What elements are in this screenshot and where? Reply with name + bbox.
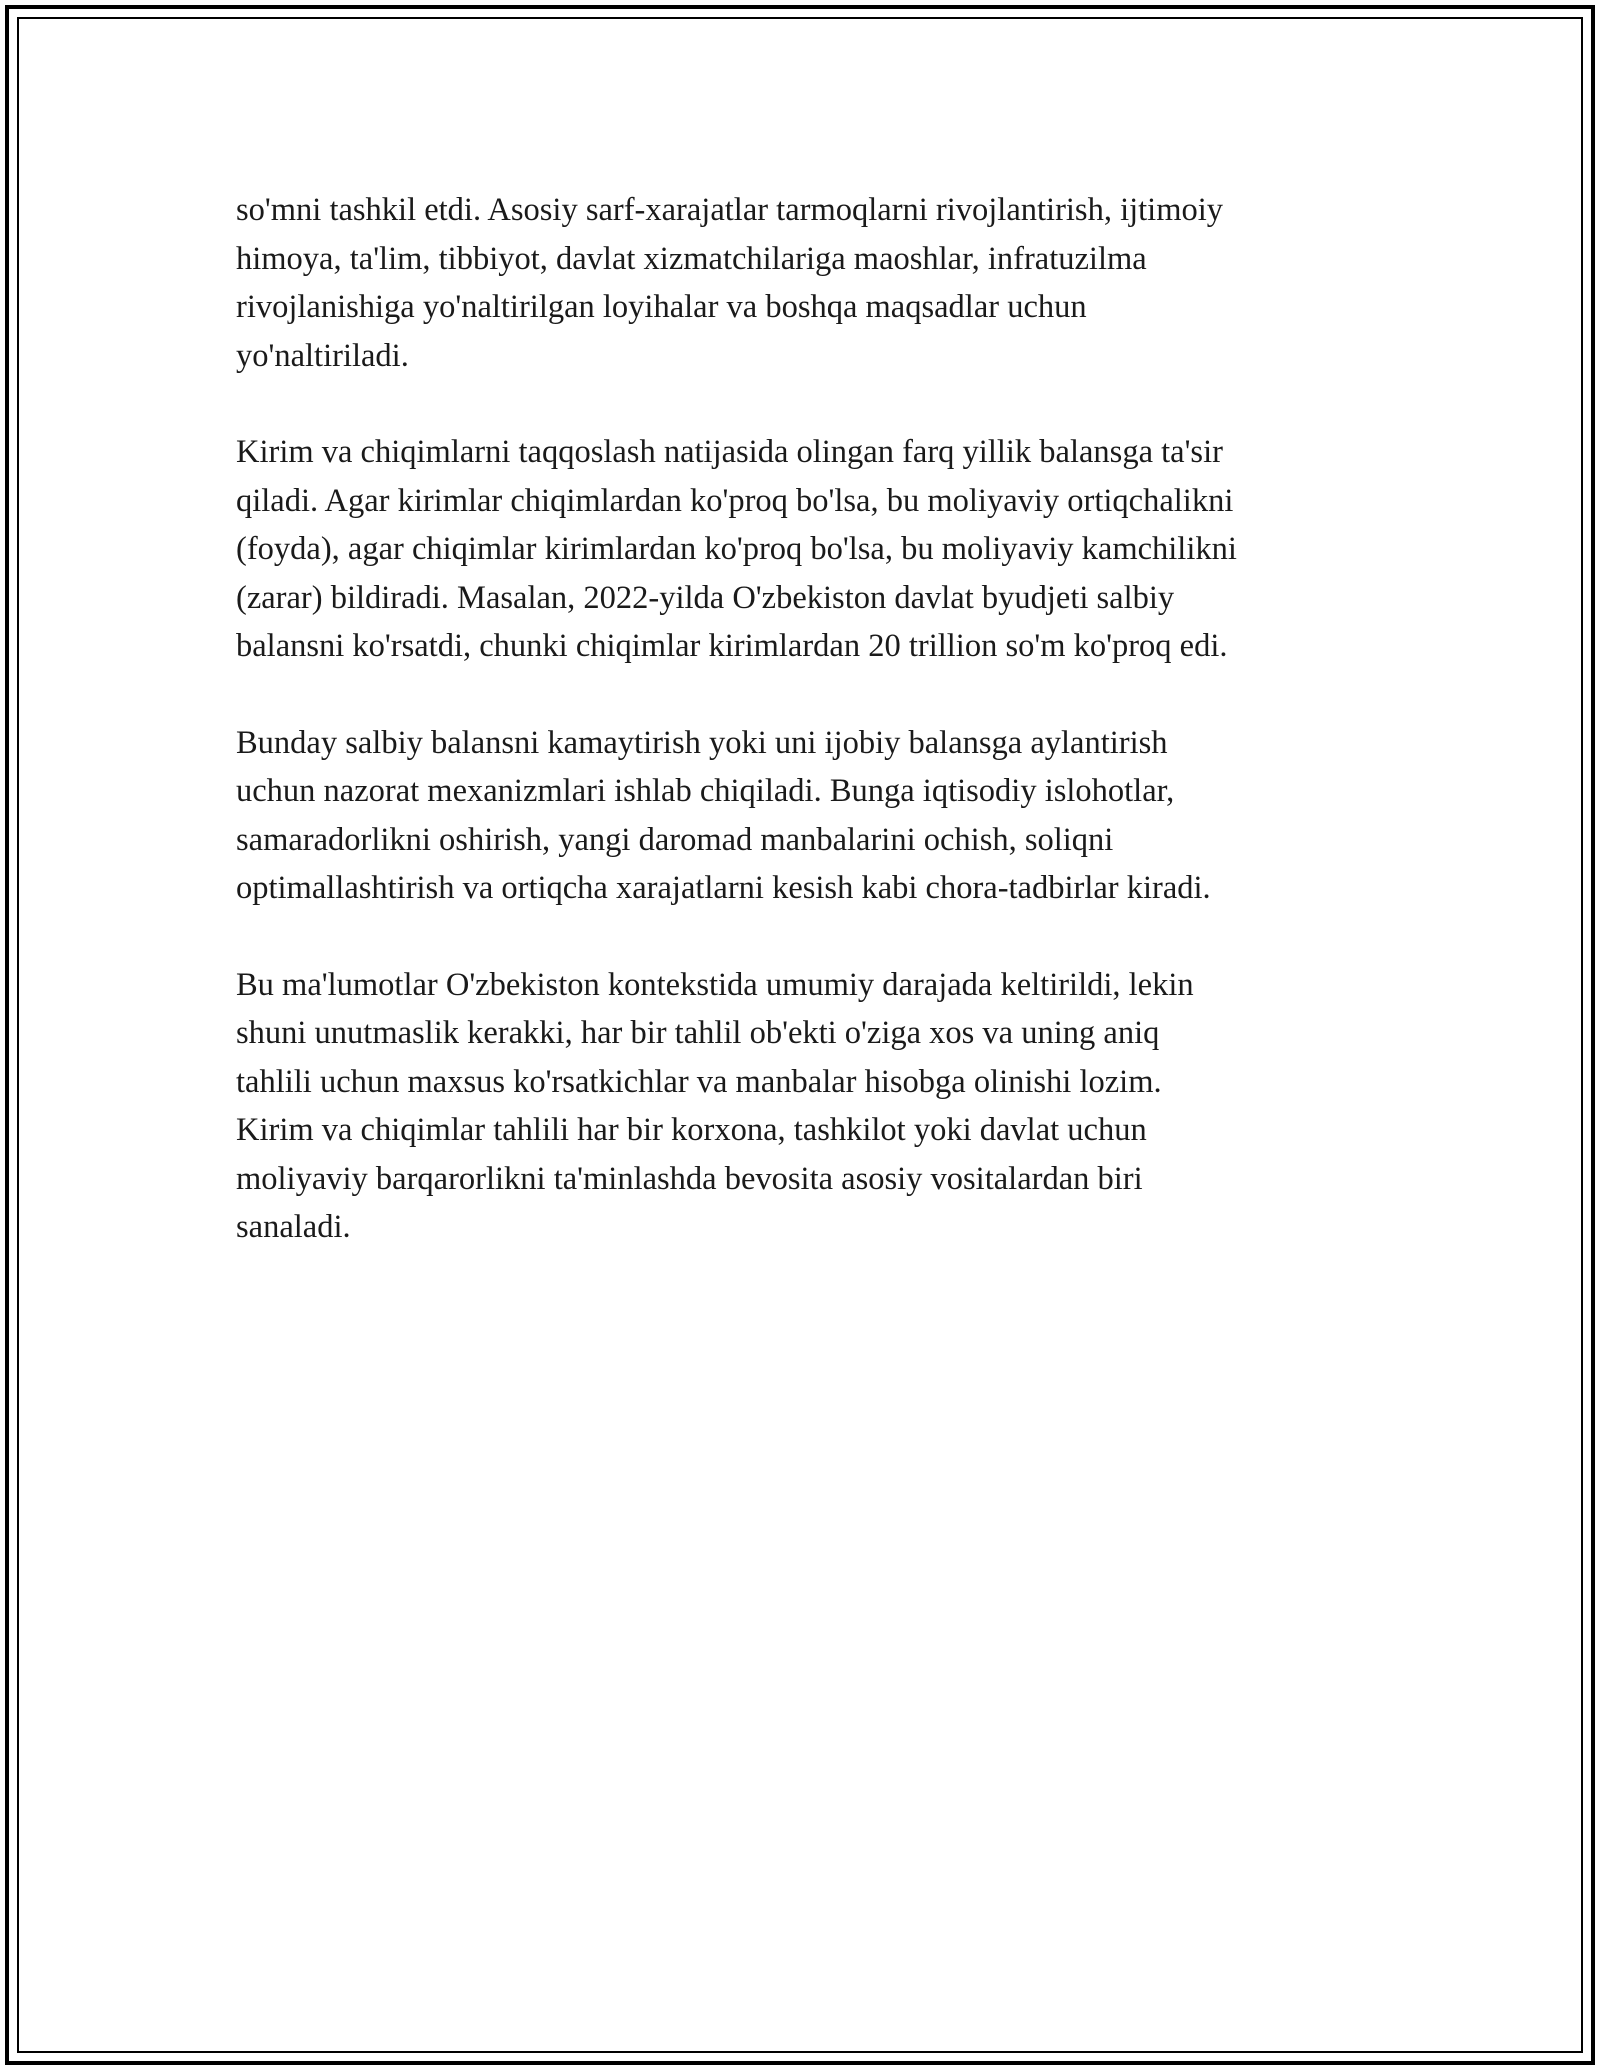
text-line: Kirim va chiqimlarni taqqoslash natijasida olingan farq yillik balansga ta'sir [236,434,1223,470]
text-line: tahlili uchun maxsus ko'rsatkichlar va manbalar hisobga olinishi lozim. [236,1063,1162,1100]
paragraph-1 [236,186,1396,380]
text-line: uchun nazorat mexanizmlari ishlab chiqiladi. Bunga iqtisodiy islohotlar, [236,773,1175,809]
text-line: so'mni tashkil etdi. Asosiy sarf-xarajatlar tarmoqlarni rivojlantirish, ijtimoiy [236,192,1223,228]
text-line: moliyaviy barqarorlikni ta'minlashda bevosita asosiy vositalardan biri [236,1160,1143,1197]
text-line: Bunday salbiy balansni kamaytirish yoki uni ijobiy balansga aylantirish [236,724,1168,761]
text-line: balansni ko'rsatdi, chunki chiqimlar kirimlardan 20 trillion so'm ko'proq edi. [236,628,1228,664]
text-line: rivojlanishiga yo'naltirilgan loyihalar va boshqa maqsadlar uchun [236,289,1087,325]
text-line: Kirim va chiqimlar tahlili har bir korxona, tashkilot yoki davlat uchun [236,1112,1147,1148]
paragraph-4 [236,961,1396,1252]
text-line: (zarar) bildiradi. Masalan, 2022-yilda O'zbekiston davlat byudjeti salbiy [236,579,1175,616]
text-line: qiladi. Agar kirimlar chiqimlardan ko'proq bo'lsa, bu moliyaviy ortiqchalikni [236,482,1234,519]
document-body [236,186,1396,1300]
text-line: sanaladi. [236,1209,351,1245]
paragraph-2 [236,428,1396,671]
text-line: shuni unutmaslik kerakki, har bir tahlil ob'ekti o'ziga xos va uning aniq [236,1015,1160,1051]
text-line: samaradorlikni oshirish, yangi daromad manbalarini ochish, soliqni [236,821,1114,858]
text-line: Bu ma'lumotlar O'zbekiston kontekstida umumiy darajada keltirildi, lekin [236,966,1194,1003]
paragraph-3 [236,719,1396,913]
text-line: (foyda), agar chiqimlar kirimlardan ko'proq bo'lsa, bu moliyaviy kamchilikni [236,531,1237,567]
text-line: himoya, ta'lim, tibbiyot, davlat xizmatchilariga maoshlar, infratuzilma [236,240,1147,277]
text-line: yo'naltiriladi. [236,337,409,374]
text-line: optimallashtirish va ortiqcha xarajatlarni kesish kabi chora-tadbirlar kiradi. [236,870,1211,906]
